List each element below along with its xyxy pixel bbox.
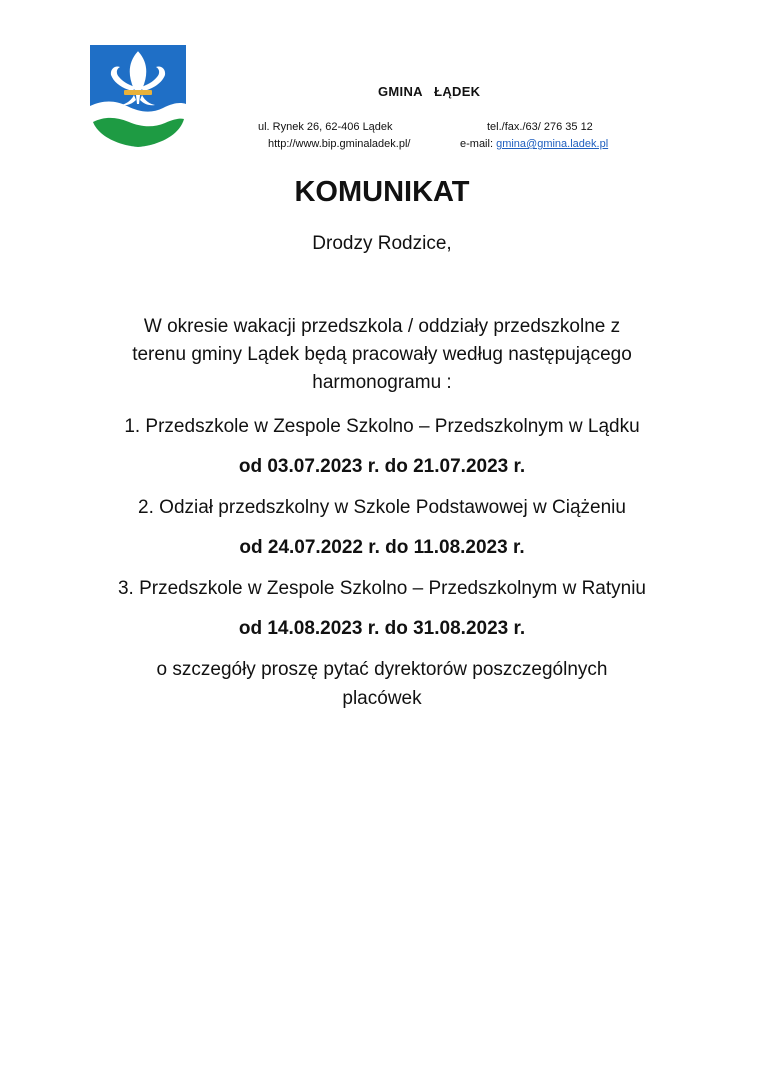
- schedule-item-2-place: 2. Odział przedszkolny w Szkole Podstawowej w Ciążeniu: [138, 497, 626, 518]
- schedule-item-3-dates: od 14.08.2023 r. do 31.08.2023 r.: [238, 618, 526, 639]
- intro-line-3: harmonogramu :: [312, 372, 452, 393]
- greeting: Drodzy Rodzice,: [312, 233, 452, 254]
- intro-line-2: terenu gminy Lądek będą pracowały według następującego: [132, 344, 632, 365]
- email-label: e-mail:: [460, 138, 494, 150]
- intro-line-1: W okresie wakacji przedszkola / oddziały przedszkolne z: [143, 316, 621, 337]
- closing-line-2: placówek: [342, 688, 422, 709]
- schedule-item-1-dates: od 03.07.2023 r. do 21.07.2023 r.: [238, 456, 526, 477]
- bip-url[interactable]: http://www.bip.gminaladek.pl/: [268, 138, 411, 150]
- email-link[interactable]: gmina@gmina.ladek.pl: [496, 138, 609, 150]
- closing-line-1: o szczegóły proszę pytać dyrektorów poszczególnych: [156, 659, 608, 680]
- postal-address: ul. Rynek 26, 62-406 Lądek: [258, 121, 393, 133]
- coat-of-arms-icon: [89, 44, 187, 148]
- schedule-item-3-place: 3. Przedszkole w Zespole Szkolno – Przedszkolnym w Ratyniu: [117, 578, 646, 599]
- phone-fax: tel./fax./63/ 276 35 12: [487, 121, 593, 133]
- schedule-item-1-place: 1. Przedszkole w Zespole Szkolno – Przedszkolnym w Lądku: [124, 416, 640, 437]
- email-line: [460, 138, 608, 150]
- schedule-item-2-dates: od 24.07.2022 r. do 11.08.2023 r.: [239, 537, 525, 558]
- organization-name: GMINA ŁĄDEK: [378, 84, 481, 99]
- notice-title: KOMUNIKAT: [294, 176, 470, 208]
